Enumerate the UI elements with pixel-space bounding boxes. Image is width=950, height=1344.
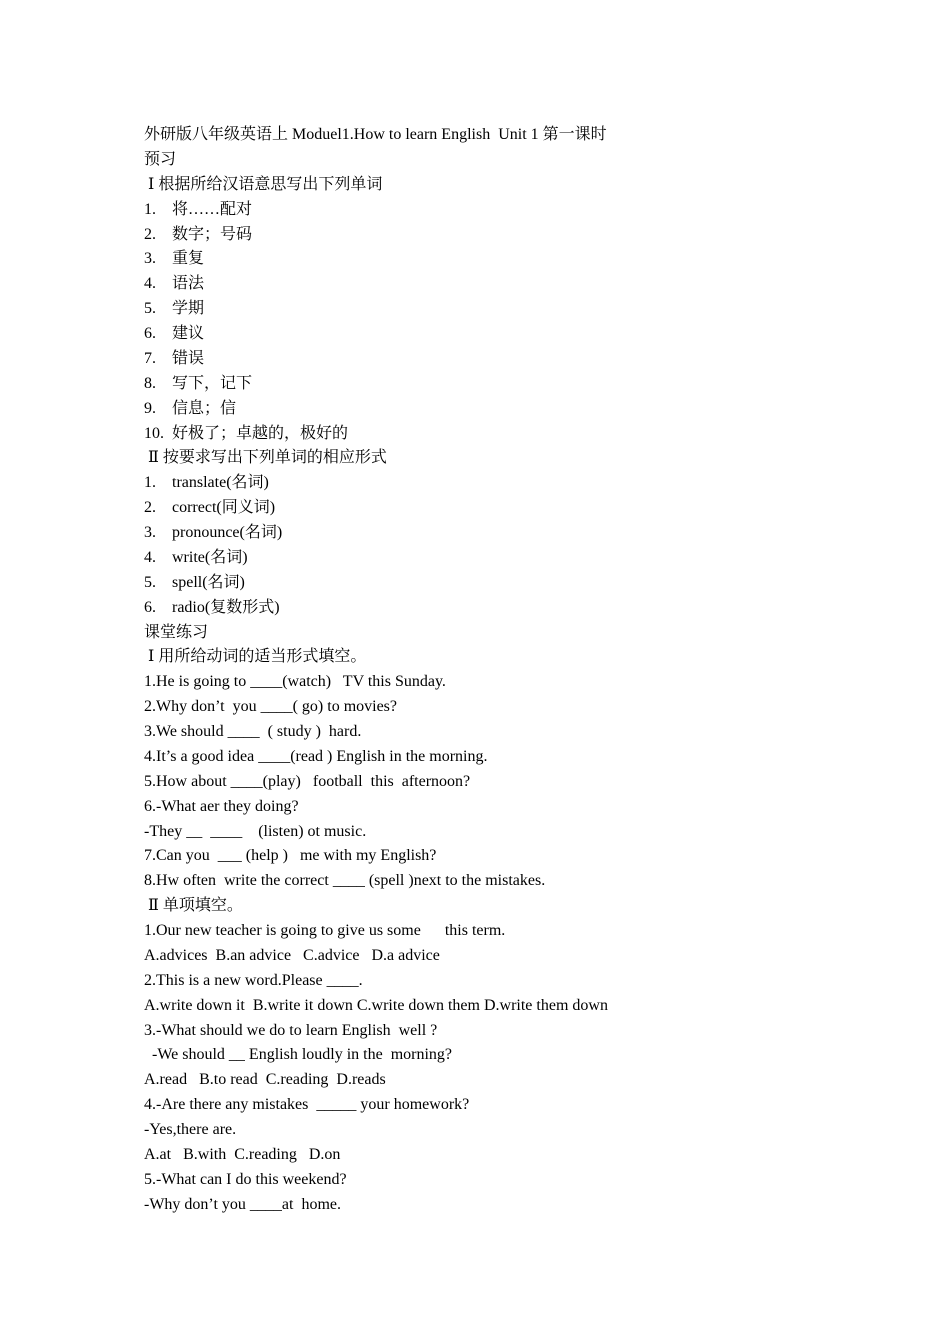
section-heading-preview: 预习 xyxy=(144,150,177,168)
fill-blank-item: 7.Can you ___ (help ) me with my English? xyxy=(144,847,437,865)
word-form-item: 2. correct(同义词) xyxy=(144,499,276,517)
fill-blank-item: 5.How about ____(play) football this afternoon? xyxy=(144,772,471,790)
worksheet-page xyxy=(144,123,904,1218)
vocab-item: 1. 将……配对 xyxy=(144,200,253,218)
fill-blank-item: 8.Hw often write the correct ____ (spell )next to the mistakes. xyxy=(144,872,546,890)
vocab-item: 4. 语法 xyxy=(144,275,205,293)
choice-options: A.advices B.an advice C.advice D.a advice xyxy=(144,946,440,964)
part-heading: Ⅱ 按要求写出下列单词的相应形式 xyxy=(144,449,387,467)
document-title: 外研版八年级英语上 Moduel1.How to learn English Unit 1 第一课时 xyxy=(144,126,607,143)
fill-blank-item: 2.Why don’t you ____( go) to movies? xyxy=(144,698,398,716)
choice-question: -Why don’t you ____at home. xyxy=(144,1195,342,1213)
vocab-item: 7. 错误 xyxy=(144,349,205,367)
choice-options: A.at B.with C.reading D.on xyxy=(144,1145,341,1163)
fill-blank-item: 4.It’s a good idea ____(read ) English in the morning. xyxy=(144,747,488,765)
choice-options: A.read B.to read C.reading D.reads xyxy=(144,1071,386,1089)
fill-blank-item: 1.He is going to ____(watch) TV this Sunday. xyxy=(144,673,446,691)
word-form-item: 5. spell(名词) xyxy=(144,573,245,591)
choice-question: 2.This is a new word.Please ____. xyxy=(144,971,363,989)
vocab-item: 8. 写下，记下 xyxy=(144,374,253,392)
fill-blank-item: 6.-What aer they doing? xyxy=(144,797,299,815)
choice-question: 5.-What can I do this weekend? xyxy=(144,1170,347,1188)
vocab-item: 6. 建议 xyxy=(144,325,205,342)
word-form-item: 1. translate(名词) xyxy=(144,474,269,492)
vocab-item: 3. 重复 xyxy=(144,250,205,268)
fill-blank-item: 3.We should ____ ( study ) hard. xyxy=(144,723,362,740)
vocab-item: 9. 信息；信 xyxy=(144,399,237,417)
word-form-item: 4. write(名词) xyxy=(144,548,248,566)
fill-blank-item: -They __ ____ (listen) ot music. xyxy=(144,822,367,840)
vocab-item: 10. 好极了；卓越的，极好的 xyxy=(144,424,349,442)
vocab-item: 2. 数字；号码 xyxy=(144,225,253,243)
part-heading: Ⅱ 单项填空。 xyxy=(144,897,243,915)
choice-options: A.write down it B.write it down C.write down them D.write them down xyxy=(144,996,608,1014)
choice-question: -Yes,there are. xyxy=(144,1121,237,1138)
choice-question: 4.-Are there any mistakes _____ your homework? xyxy=(144,1096,470,1114)
vocab-item: 5. 学期 xyxy=(144,300,205,318)
section-heading-practice: 课堂练习 xyxy=(144,623,209,641)
choice-question: 3.-What should we do to learn English well ? xyxy=(144,1021,438,1039)
word-form-item: 3. pronounce(名词) xyxy=(144,524,283,541)
word-form-item: 6. radio(复数形式) xyxy=(144,598,280,616)
part-heading: Ⅰ 根据所给汉语意思写出下列单词 xyxy=(144,175,383,193)
choice-question: 1.Our new teacher is going to give us some this term. xyxy=(144,922,506,939)
choice-question: -We should __ English loudly in the morning? xyxy=(144,1046,453,1064)
part-heading: Ⅰ 用所给动词的适当形式填空。 xyxy=(144,648,367,666)
